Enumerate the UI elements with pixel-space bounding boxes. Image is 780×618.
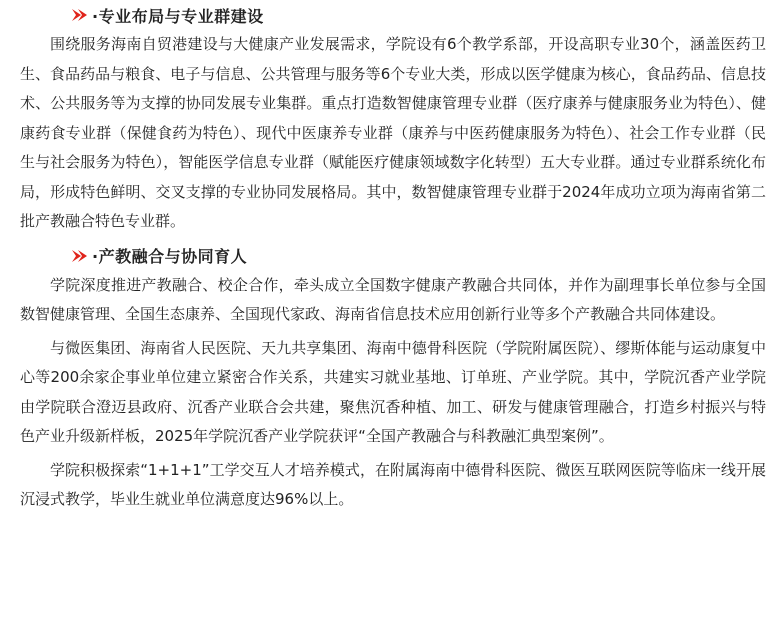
arrow-marker-icon <box>72 249 90 263</box>
paragraph: 学院积极探索“1+1+1”工学交互人才培养模式，在附属海南中德骨科医院、微医互联网医院等临床一线开展沉浸式教学，毕业生就业单位满意度达96%以上。 <box>20 460 766 508</box>
section-heading-text: ·产教融合与协同育人 <box>92 247 248 266</box>
section-heading-text: ·专业布局与专业群建设 <box>92 6 264 26</box>
section-heading-industry-education <box>72 241 766 271</box>
paragraph: 围绕服务海南自贸港建设与大健康产业发展需求，学院设有6个教学系部，开设高职专业30个，涵盖医药卫生、食品药品与粮食、电子与信息、公共管理与服务等6个专业大类，形成以医学健康为核心，食品药品、信息技术、公共服务等为支撑的协同发展专业集群。重点打造数智健康管理专业群（医疗康养与健康服务业为特色）、健康药食专业群（保健食药为特色）、现代中医康养专业群（康养与中医药健康服务为特色）、社会工作专业群（民生与社会服务为特色），智能医学信息专业群（赋能医疗健康领域数字化转型）五大专业群。通过专业群系统化布局，形成特色鲜明、交叉支撑的专业协同发展格局。其中，数智健康管理专业群于2024年成功立项为海南省第二批产教融合特色专业群。 <box>20 35 766 230</box>
paragraph: 学院深度推进产教融合、校企合作，牵头成立全国数字健康产教融合共同体，并作为副理事长单位参与全国数智健康管理、全国生态康养、全国现代家政、海南省信息技术应用创新行业等多个产教融合共同体建设。 <box>20 275 766 323</box>
section-heading-major-layout <box>72 0 766 30</box>
arrow-marker-icon <box>72 8 90 22</box>
paragraph: 与微医集团、海南省人民医院、天九共享集团、海南中德骨科医院（学院附属医院）、缪斯体能与运动康复中心等200余家企事业单位建立紧密合作关系，共建实习就业基地、订单班、产业学院。其中，学院沉香产业学院由学院联合澄迈县政府、沉香产业联合会共建，聚焦沉香种植、加工、研发与健康管理融合，打造乡村振兴与特色产业升级新样板，2025年学院沉香产业学院获评“全国产教融合与科教融汇典型案例”。 <box>20 338 766 445</box>
